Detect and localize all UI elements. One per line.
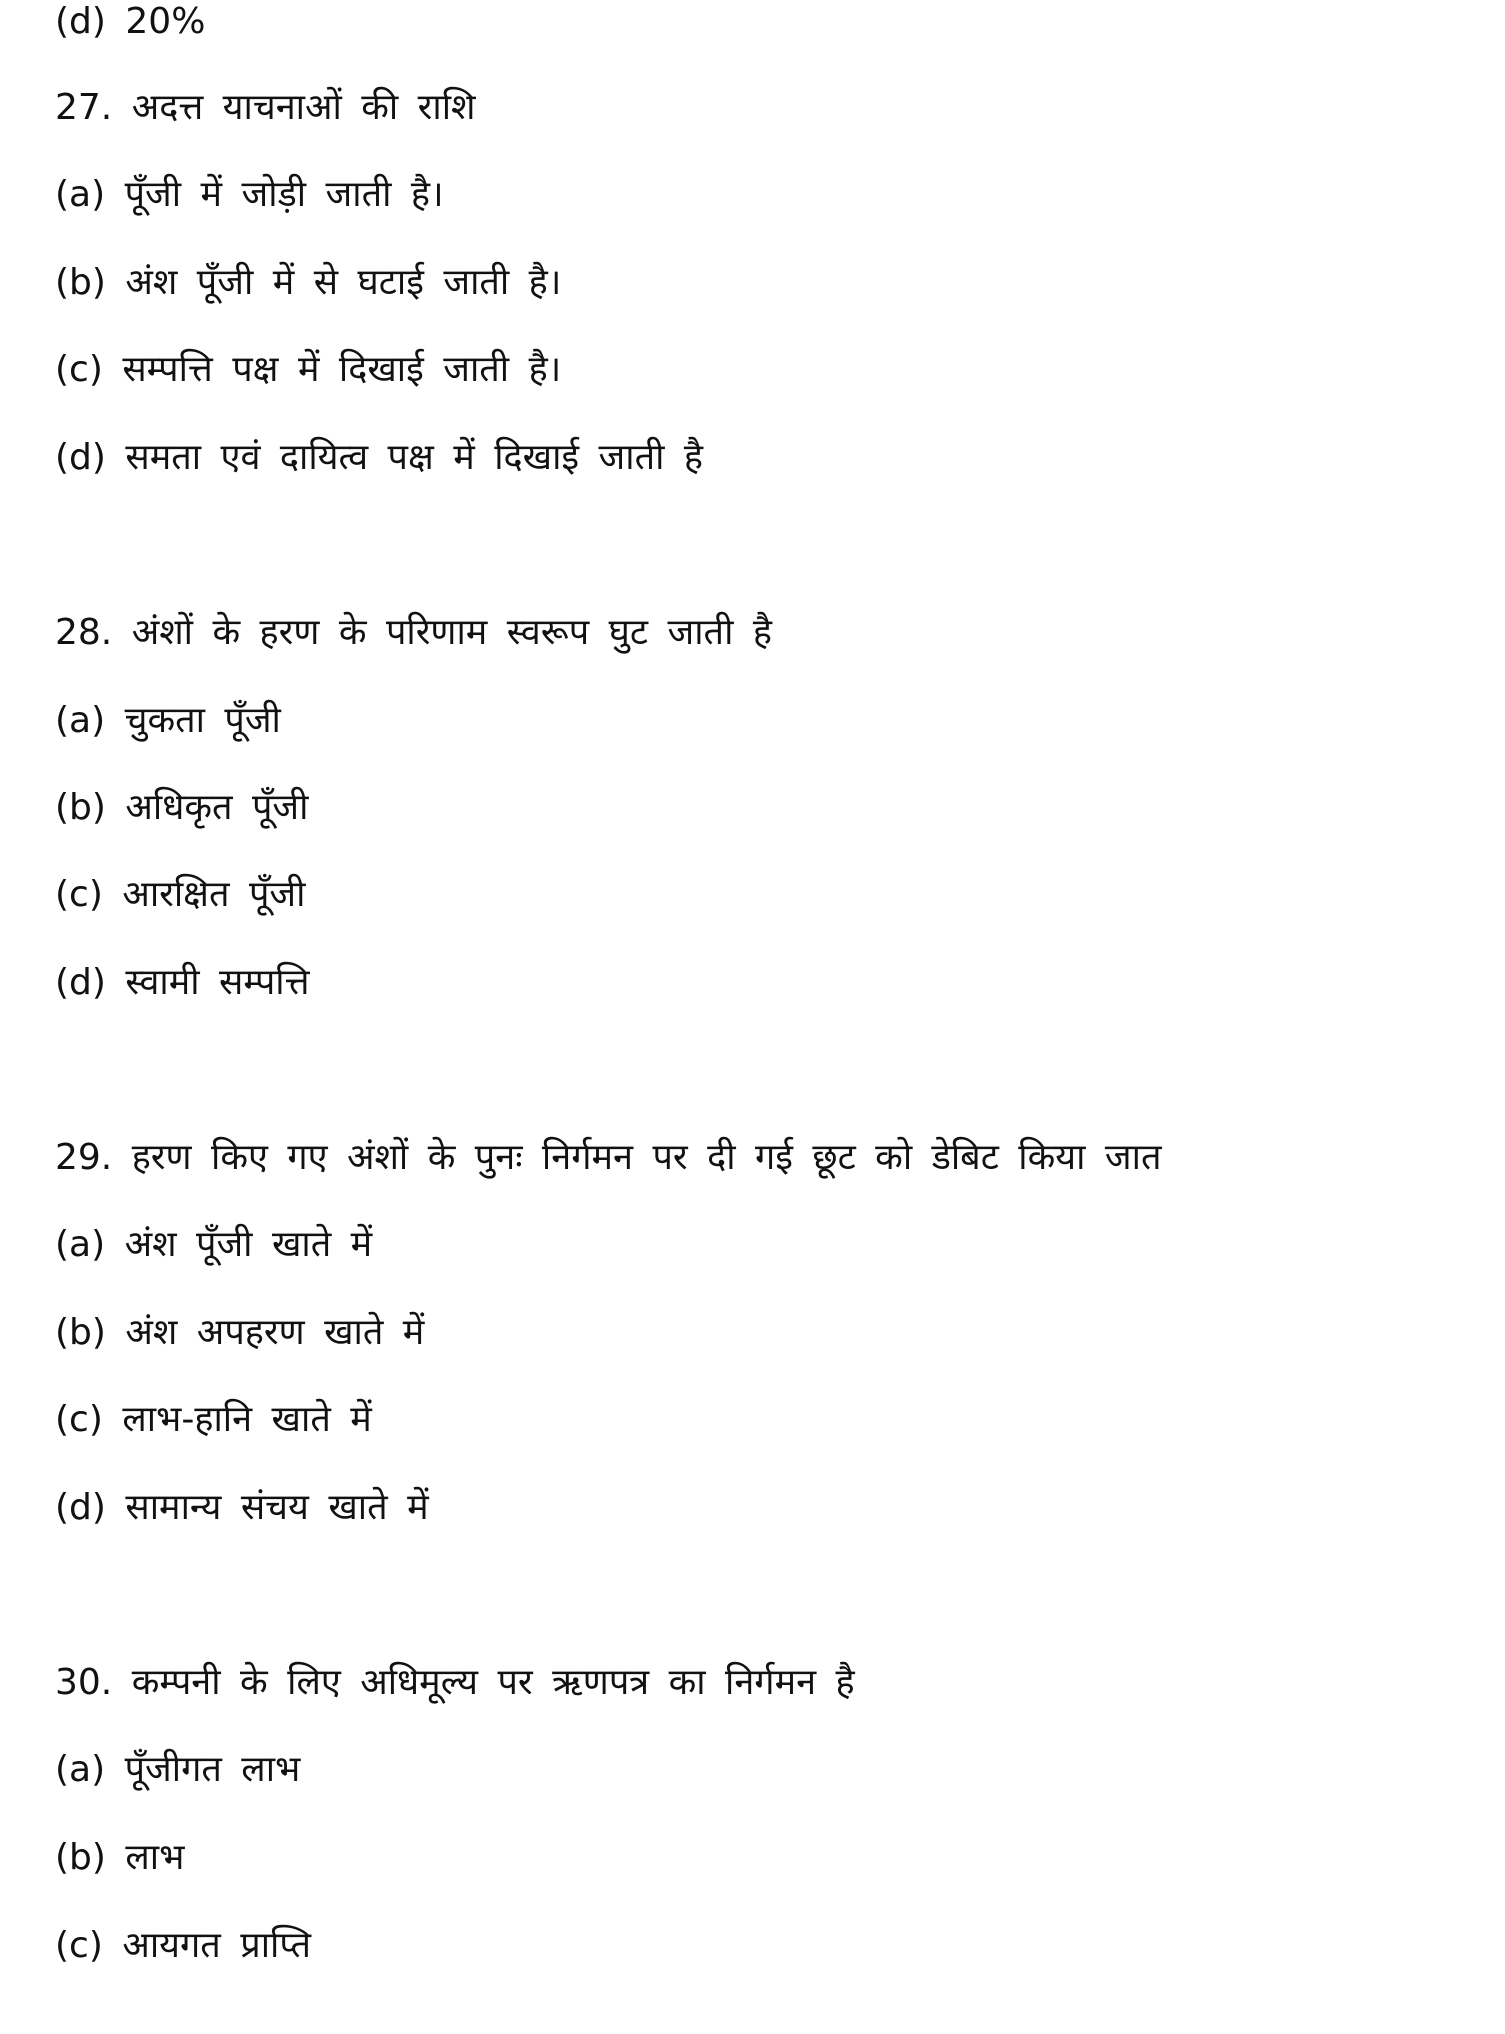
option-28b: (b) अधिकृत पूँजी xyxy=(55,787,309,828)
option-29d: (d) सामान्य संचय खाते में xyxy=(55,1487,429,1528)
option-28c: (c) आरक्षित पूँजी xyxy=(55,874,306,915)
option-30b: (b) लाभ xyxy=(55,1837,185,1878)
option-27b: (b) अंश पूँजी में से घटाई जाती है। xyxy=(55,262,562,303)
question-27: 27. अदत्त याचनाओं की राशि xyxy=(55,87,476,128)
question-30: 30. कम्पनी के लिए अधिमूल्य पर ऋणपत्र का निर्गमन है xyxy=(55,1662,855,1703)
option-28d: (d) स्वामी सम्पत्ति xyxy=(55,962,310,1003)
question-28: 28. अंशों के हरण के परिणाम स्वरूप घुट जाती है xyxy=(55,612,772,653)
option-29b: (b) अंश अपहरण खाते में xyxy=(55,1312,425,1353)
option-29c: (c) लाभ-हानि खाते में xyxy=(55,1399,372,1440)
option-29a: (a) अंश पूँजी खाते में xyxy=(55,1224,373,1265)
option-30a: (a) पूँजीगत लाभ xyxy=(55,1749,301,1790)
question-29: 29. हरण किए गए अंशों के पुनः निर्गमन पर दी गई छूट को डेबिट किया जात xyxy=(55,1137,1162,1178)
option-27c: (c) सम्पत्ति पक्ष में दिखाई जाती है। xyxy=(55,349,562,390)
option-27d: (d) समता एवं दायित्व पक्ष में दिखाई जाती है xyxy=(55,437,703,478)
option-30c: (c) आयगत प्राप्ति xyxy=(55,1925,311,1966)
option-28a: (a) चुकता पूँजी xyxy=(55,700,281,741)
option-27a: (a) पूँजी में जोड़ी जाती है। xyxy=(55,174,444,215)
option-26d: (d) 20% xyxy=(55,1,206,42)
